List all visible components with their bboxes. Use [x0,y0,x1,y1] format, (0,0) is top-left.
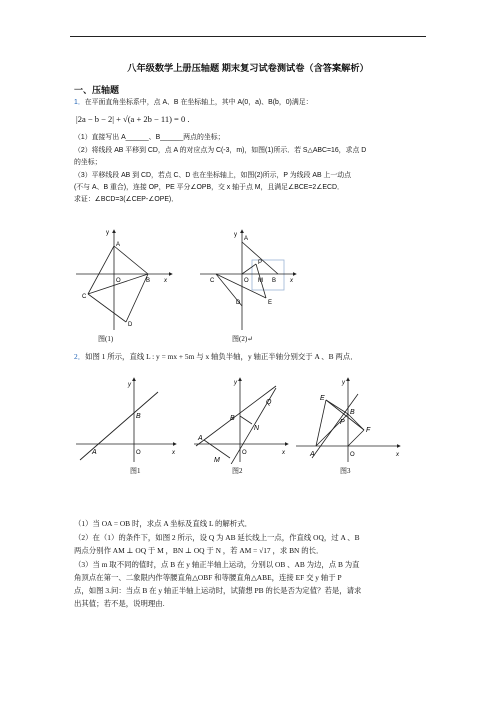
svg-text:A: A [310,451,315,458]
q2-part2: （2）在（1）的条件下，如图 2 所示，设 Q 为 AB 延长线上一点，作直线 OQ，过 A 、B [74,533,360,542]
q2-part3: （3）当 m 取不同的值时，点 B 在 y 轴正半轴上运动，分别以 OB 、AB 为边，点 B 为直 [74,560,360,569]
q2-intro-text: 如图 1 所示，直线 L : y = mx + 5m 与 x 轴负半轴，y 轴正半轴分别交于 A 、B 两点． [85,352,358,361]
q2-part3-cont3: 出其值；若不是，说明理由. [74,599,165,608]
svg-text:A: A [116,242,121,248]
svg-text:N: N [254,425,260,432]
q1-number: 1． [74,99,85,106]
q1-part1: （1）直接写出 A______、B______两点的坐标； [74,134,225,141]
svg-text:O: O [350,452,355,458]
svg-text:M: M [258,278,263,284]
q1-figure-2 [196,226,300,334]
svg-text:D: D [236,300,241,306]
q1-intro-text: 在平面直角坐标系中，点 A、B 在坐标轴上，其中 A(0，a)、B(b，0)满足： [84,99,313,106]
svg-text:P: P [340,419,345,426]
q1-part3-cont2: 求证：∠BCD=3(∠CEP-∠OPE)． [74,196,179,203]
svg-text:B: B [350,409,355,416]
svg-text:y: y [234,232,237,238]
svg-text:C: C [210,278,215,284]
svg-text:E: E [268,300,273,306]
svg-text:B: B [272,278,277,284]
q1-fig1-caption: 图(1) [98,335,114,343]
svg-text:O: O [136,450,141,456]
svg-text:y: y [234,380,237,386]
q2-fig3-caption: 图3 [340,467,351,475]
svg-text:B: B [136,413,141,420]
q1-part3: （3）平移线段 AB 到 CD，若点 C、D 也在坐标轴上，如图(2)所示，P 为线段 AB 上一动点 [74,172,352,179]
svg-text:B: B [146,278,151,284]
svg-text:x: x [282,450,285,456]
svg-text:x: x [290,278,293,284]
svg-text:A: A [198,435,203,442]
svg-text:D: D [128,322,133,328]
svg-text:P: P [258,260,263,266]
header-rule [70,36,426,37]
svg-text:A: A [92,449,97,456]
q2-number: 2． [74,352,86,361]
svg-text:E: E [320,395,325,402]
svg-text:x: x [164,278,167,284]
svg-text:C: C [82,294,87,300]
q2-part3-cont: 角顶点在第一、二象限内作等腰直角△OBF 和等腰直角△ABE，连接 EF 交 y 轴于 P [74,573,342,582]
q2-fig1-caption: 图1 [130,467,141,475]
svg-text:Q: Q [266,399,272,406]
svg-text:x: x [172,450,175,456]
section-heading: 一、压轴题 [74,85,120,95]
q2-intro [74,351,426,362]
svg-text:y: y [128,382,131,388]
svg-text:x: x [396,452,399,458]
svg-text:M: M [214,457,220,464]
q1-intro [74,97,426,108]
svg-text:O: O [242,450,247,456]
q2-figure-3 [292,374,404,464]
svg-text:B: B [230,415,235,422]
page-title: 八年级数学上册压轴题 期末复习试卷测试卷（含答案解析） [127,63,369,73]
svg-text:F: F [366,427,371,434]
q1-part2-cont: 的坐标； [74,159,102,166]
q1-part2: （2）将线段 AB 平移到 CD，点 A 的对应点为 C(-3，m)，如图(1)所示．若 S△ABC=16，求点 D [74,147,367,154]
q1-fig2-caption: 图(2)↵ [232,335,254,343]
q2-part2-cont: 两点分别作 AM ⊥ OQ 于 M ，BN ⊥ OQ 于 N ，若 AM = √17 ，求 BN 的长． [74,546,324,555]
svg-text:O: O [116,278,121,284]
svg-text:O: O [244,278,249,284]
q1-part3-cont: (不与 A、B 重合)，连接 OP，PE 平分∠OPB，交 x 轴于点 M，且满足∠BCE=2∠ECD． [74,184,344,191]
q2-fig2-caption: 图2 [232,467,243,475]
q2-figure-2 [190,374,290,464]
q2-figure-1 [72,374,180,464]
q1-figure-1 [72,226,176,334]
svg-text:y: y [342,380,345,386]
q1-formula: |2a − b − 2| + √(a + 2b − 11) = 0 . [76,114,190,124]
q2-part1: （1）当 OA = OB 时，求点 A 坐标及直线 L 的解析式． [74,519,252,528]
svg-text:A: A [244,236,249,242]
svg-text:y: y [106,230,109,236]
q2-part3-cont2: 点，如图 3.问：当点 B 在 y 轴正半轴上运动时，试猜想 PB 的长是否为定值？若是，请求 [74,586,362,595]
